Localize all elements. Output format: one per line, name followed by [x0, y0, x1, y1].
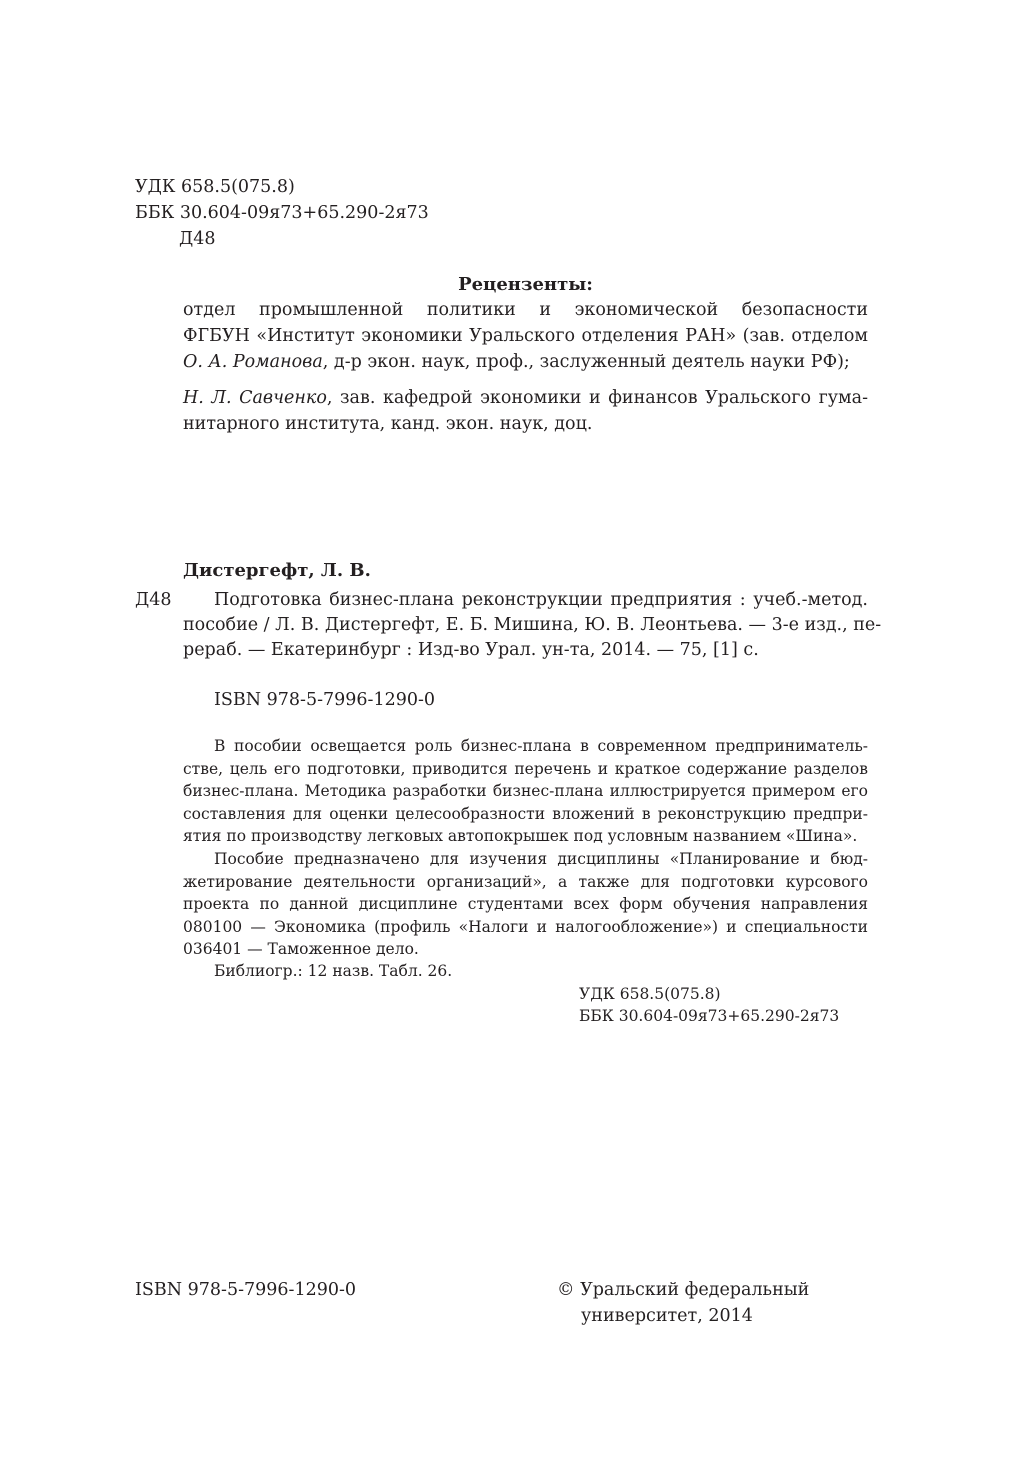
- reviewer-first: [183, 297, 868, 375]
- copyright-line-1: © Уральский федеральный: [557, 1280, 810, 1300]
- annotation-bbk: ББК 30.604-09я73+65.290-2я73: [579, 1007, 840, 1025]
- reviewer-second-line-1: [183, 385, 868, 411]
- copyright-line-2: университет, 2014: [581, 1306, 753, 1326]
- reviewer-second: [183, 385, 868, 437]
- annotation-p2-line: проекта по данной дисциплине студентами всех форм обучения направления: [183, 895, 868, 913]
- reviewer-second-line-2: нитарного института, канд. экон. наук, доц.: [183, 414, 593, 434]
- bib-line-1-text: Подготовка бизнес-плана реконструкции предприятия : учеб.-метод.: [214, 590, 868, 610]
- annotation-p2-line: Пособие предназначено для изучения дисциплины «Планирование и бюд-: [214, 850, 868, 868]
- annotation-p2-line: 036401 — Таможенное дело.: [183, 940, 419, 958]
- author-mark: Д48: [179, 229, 216, 249]
- reviewer-first-credentials: , д-р экон. наук, проф., заслуженный деятель науки РФ);: [322, 352, 850, 372]
- bib-isbn: ISBN 978-5-7996-1290-0: [214, 690, 436, 710]
- annotation-p1-line: составления для оценки целесообразности вложений в реконструкцию предпри-: [183, 804, 868, 823]
- author-heading: Дистергефт, Л. В.: [183, 560, 371, 581]
- annotation-udk: УДК 658.5(075.8): [579, 985, 721, 1003]
- reviewers-title: Рецензенты:: [458, 274, 593, 295]
- bib-line-1: [214, 587, 868, 613]
- annotation-p2-line: 080100 — Экономика (профиль «Налоги и налогообложение») и специальности: [183, 917, 868, 936]
- reviewer-name-romanova: О. А. Романова: [183, 352, 323, 372]
- reviewer-name-savchenko: Н. Л. Савченко: [183, 388, 327, 408]
- bib-author-mark: Д48: [135, 590, 172, 610]
- annotation-p2-line: жетирование деятельности организаций», а также для подготовки курсового: [183, 872, 868, 891]
- annotation-p1-line: бизнес-плана. Методика разработки бизнес-плана иллюстрируется примером его: [183, 782, 868, 800]
- reviewer-second-credentials: , зав. кафедрой экономики и финансов Уральского гума-: [326, 388, 868, 408]
- annotation-bibliography-note: Библиогр.: 12 назв. Табл. 26.: [214, 962, 453, 980]
- footer-isbn: ISBN 978-5-7996-1290-0: [135, 1280, 357, 1300]
- bib-line-3: рераб. — Екатеринбург : Изд-во Урал. ун-та, 2014. — 75, [1] с.: [183, 640, 759, 660]
- annotation-p1-line: В пособии освещается роль бизнес-плана в современном предприниматель-: [214, 737, 868, 755]
- bbk-code: ББК 30.604-09я73+65.290-2я73: [135, 203, 429, 223]
- reviewer-first-line-3: [183, 349, 868, 375]
- reviewer-first-line-1: отдел промышленной политики и экономической безопасности: [183, 300, 868, 320]
- udk-code: УДК 658.5(075.8): [135, 177, 295, 197]
- annotation-p1-line: стве, цель его подготовки, приводится перечень и краткое содержание разделов: [183, 759, 868, 778]
- bib-line-2: [183, 612, 882, 638]
- annotation-paragraph-2: [183, 848, 868, 961]
- annotation-paragraph-1: [183, 735, 868, 848]
- bib-line-2-text: пособие / Л. В. Дистергефт, Е. Б. Мишина, Ю. В. Леонтьева. — 3-е изд., пе-: [183, 615, 882, 635]
- annotation-p1-line: ятия по производству легковых автопокрышек под условным названием «Шина».: [183, 827, 858, 845]
- reviewer-first-line-2: ФГБУН «Институт экономики Уральского отделения РАН» (зав. отделом: [183, 326, 868, 346]
